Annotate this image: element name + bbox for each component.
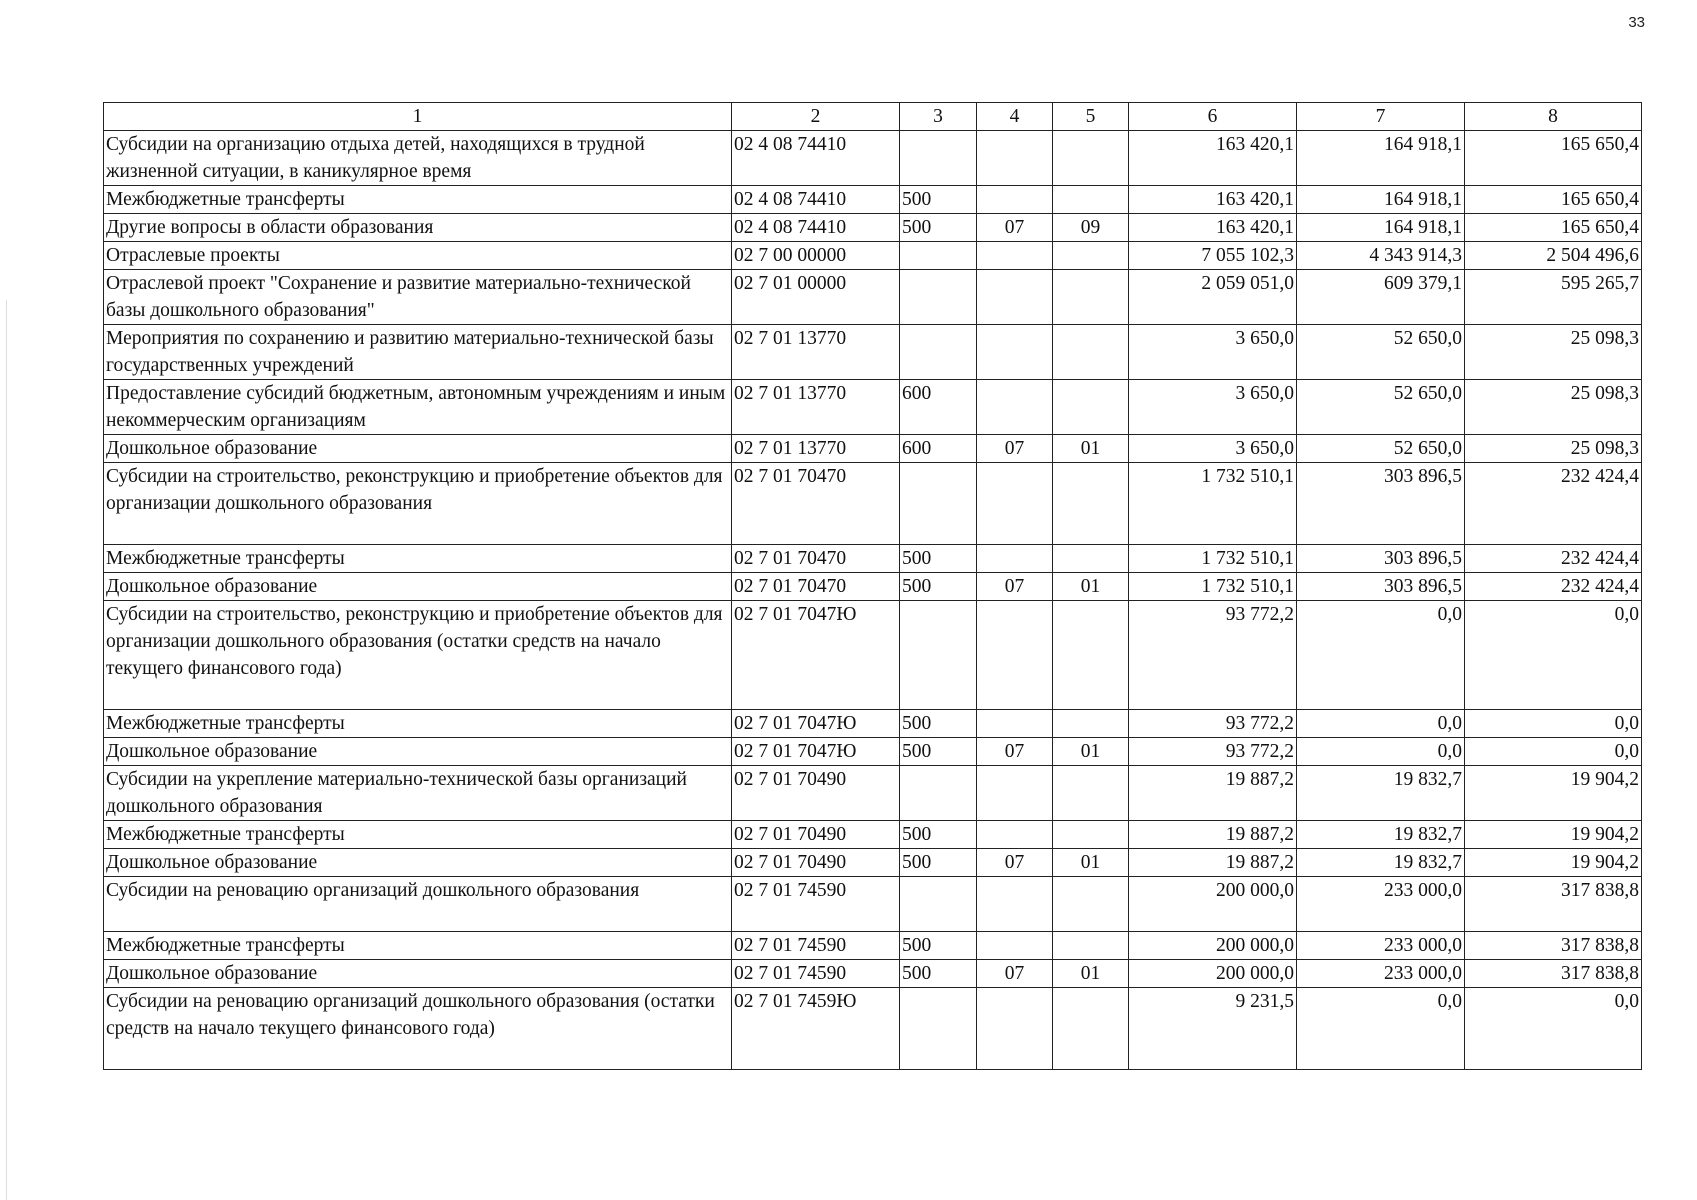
row-code: 02 7 01 13770 bbox=[732, 380, 900, 435]
row-value-7: 52 650,0 bbox=[1297, 380, 1465, 435]
row-section bbox=[977, 821, 1053, 849]
row-value-7: 4 343 914,3 bbox=[1297, 242, 1465, 270]
row-expense-type bbox=[900, 242, 977, 270]
row-value-6: 200 000,0 bbox=[1129, 932, 1297, 960]
table-row bbox=[104, 738, 1642, 766]
row-code: 02 7 01 13770 bbox=[732, 325, 900, 380]
row-value-6: 200 000,0 bbox=[1129, 960, 1297, 988]
row-code: 02 7 01 00000 bbox=[732, 270, 900, 325]
row-value-7: 609 379,1 bbox=[1297, 270, 1465, 325]
row-code: 02 7 01 74590 bbox=[732, 960, 900, 988]
row-value-7: 19 832,7 bbox=[1297, 849, 1465, 877]
row-subsection: 01 bbox=[1053, 960, 1129, 988]
row-subsection bbox=[1053, 710, 1129, 738]
row-expense-type: 500 bbox=[900, 710, 977, 738]
table-row bbox=[104, 821, 1642, 849]
row-value-8: 165 650,4 bbox=[1465, 186, 1642, 214]
row-value-6: 1 732 510,1 bbox=[1129, 463, 1297, 545]
row-value-7: 233 000,0 bbox=[1297, 960, 1465, 988]
table-row bbox=[104, 214, 1642, 242]
row-expense-type bbox=[900, 325, 977, 380]
row-name: Субсидии на реновацию организаций дошкольного образования (остатки средств на начало текущего финансового года) bbox=[104, 988, 732, 1070]
row-name: Субсидии на строительство, реконструкцию и приобретение объектов для организации дошкольного образования bbox=[104, 463, 732, 545]
header-cell-7: 7 bbox=[1297, 103, 1465, 131]
header-cell-8: 8 bbox=[1465, 103, 1642, 131]
row-section: 07 bbox=[977, 573, 1053, 601]
row-value-6: 19 887,2 bbox=[1129, 821, 1297, 849]
row-value-7: 233 000,0 bbox=[1297, 932, 1465, 960]
row-section bbox=[977, 325, 1053, 380]
row-subsection bbox=[1053, 380, 1129, 435]
row-code: 02 4 08 74410 bbox=[732, 214, 900, 242]
row-subsection bbox=[1053, 242, 1129, 270]
row-name: Отраслевой проект "Сохранение и развитие материально-технической базы дошкольного образования" bbox=[104, 270, 732, 325]
row-subsection bbox=[1053, 877, 1129, 932]
row-value-7: 303 896,5 bbox=[1297, 545, 1465, 573]
row-value-7: 0,0 bbox=[1297, 738, 1465, 766]
row-value-6: 3 650,0 bbox=[1129, 380, 1297, 435]
row-value-8: 317 838,8 bbox=[1465, 877, 1642, 932]
row-value-8: 317 838,8 bbox=[1465, 960, 1642, 988]
row-section bbox=[977, 186, 1053, 214]
row-section bbox=[977, 601, 1053, 710]
table-row bbox=[104, 270, 1642, 325]
row-subsection bbox=[1053, 186, 1129, 214]
row-value-7: 0,0 bbox=[1297, 710, 1465, 738]
row-subsection: 01 bbox=[1053, 738, 1129, 766]
row-section bbox=[977, 932, 1053, 960]
row-expense-type bbox=[900, 131, 977, 186]
row-subsection bbox=[1053, 821, 1129, 849]
table-row bbox=[104, 573, 1642, 601]
row-code: 02 7 01 74590 bbox=[732, 932, 900, 960]
header-cell-1: 1 bbox=[104, 103, 732, 131]
row-name: Межбюджетные трансферты bbox=[104, 710, 732, 738]
row-name: Дошкольное образование bbox=[104, 435, 732, 463]
row-name: Отраслевые проекты bbox=[104, 242, 732, 270]
row-code: 02 7 00 00000 bbox=[732, 242, 900, 270]
row-value-8: 0,0 bbox=[1465, 988, 1642, 1070]
table-body bbox=[104, 131, 1642, 1070]
row-expense-type: 500 bbox=[900, 214, 977, 242]
row-subsection: 01 bbox=[1053, 573, 1129, 601]
row-value-7: 233 000,0 bbox=[1297, 877, 1465, 932]
row-value-6: 19 887,2 bbox=[1129, 849, 1297, 877]
row-value-6: 93 772,2 bbox=[1129, 601, 1297, 710]
row-value-8: 0,0 bbox=[1465, 710, 1642, 738]
table-row bbox=[104, 242, 1642, 270]
table-row bbox=[104, 325, 1642, 380]
row-value-6: 1 732 510,1 bbox=[1129, 545, 1297, 573]
row-name: Предоставление субсидий бюджетным, автономным учреждениям и иным некоммерческим организациям bbox=[104, 380, 732, 435]
row-expense-type: 500 bbox=[900, 545, 977, 573]
row-expense-type: 500 bbox=[900, 186, 977, 214]
header-cell-5: 5 bbox=[1053, 103, 1129, 131]
row-value-8: 232 424,4 bbox=[1465, 463, 1642, 545]
row-section bbox=[977, 131, 1053, 186]
row-name: Другие вопросы в области образования bbox=[104, 214, 732, 242]
row-name: Субсидии на реновацию организаций дошкольного образования bbox=[104, 877, 732, 932]
row-expense-type: 500 bbox=[900, 849, 977, 877]
row-section bbox=[977, 463, 1053, 545]
row-subsection bbox=[1053, 601, 1129, 710]
row-name: Мероприятия по сохранению и развитию материально-технической базы государственных учреждений bbox=[104, 325, 732, 380]
row-expense-type bbox=[900, 270, 977, 325]
table-row bbox=[104, 932, 1642, 960]
row-value-7: 0,0 bbox=[1297, 988, 1465, 1070]
row-section bbox=[977, 988, 1053, 1070]
header-row bbox=[104, 103, 1642, 131]
row-value-7: 303 896,5 bbox=[1297, 573, 1465, 601]
row-subsection bbox=[1053, 131, 1129, 186]
table-row bbox=[104, 601, 1642, 710]
row-name: Межбюджетные трансферты bbox=[104, 932, 732, 960]
row-code: 02 7 01 70490 bbox=[732, 766, 900, 821]
row-name: Межбюджетные трансферты bbox=[104, 545, 732, 573]
row-section bbox=[977, 380, 1053, 435]
row-value-7: 303 896,5 bbox=[1297, 463, 1465, 545]
row-expense-type: 500 bbox=[900, 932, 977, 960]
row-value-6: 9 231,5 bbox=[1129, 988, 1297, 1070]
row-section: 07 bbox=[977, 214, 1053, 242]
row-name: Межбюджетные трансферты bbox=[104, 821, 732, 849]
row-section bbox=[977, 545, 1053, 573]
row-section bbox=[977, 877, 1053, 932]
row-expense-type: 500 bbox=[900, 738, 977, 766]
row-subsection: 01 bbox=[1053, 849, 1129, 877]
row-value-6: 163 420,1 bbox=[1129, 131, 1297, 186]
table-row bbox=[104, 463, 1642, 545]
row-value-8: 0,0 bbox=[1465, 601, 1642, 710]
row-subsection bbox=[1053, 932, 1129, 960]
row-name: Дошкольное образование bbox=[104, 738, 732, 766]
row-value-8: 0,0 bbox=[1465, 738, 1642, 766]
table-row bbox=[104, 710, 1642, 738]
row-code: 02 7 01 70470 bbox=[732, 463, 900, 545]
row-value-6: 163 420,1 bbox=[1129, 214, 1297, 242]
row-value-8: 19 904,2 bbox=[1465, 766, 1642, 821]
row-value-8: 165 650,4 bbox=[1465, 214, 1642, 242]
row-subsection bbox=[1053, 463, 1129, 545]
row-code: 02 7 01 70490 bbox=[732, 849, 900, 877]
row-expense-type: 600 bbox=[900, 435, 977, 463]
row-section bbox=[977, 270, 1053, 325]
row-expense-type: 500 bbox=[900, 960, 977, 988]
row-subsection bbox=[1053, 766, 1129, 821]
row-value-6: 93 772,2 bbox=[1129, 710, 1297, 738]
row-subsection bbox=[1053, 545, 1129, 573]
row-expense-type bbox=[900, 988, 977, 1070]
row-value-7: 0,0 bbox=[1297, 601, 1465, 710]
row-value-8: 19 904,2 bbox=[1465, 821, 1642, 849]
table-row bbox=[104, 545, 1642, 573]
header-cell-4: 4 bbox=[977, 103, 1053, 131]
page-number: 33 bbox=[1628, 14, 1645, 31]
row-name: Субсидии на строительство, реконструкцию и приобретение объектов для организации дошкольного образования (остатки средств на начало текущего финансового года) bbox=[104, 601, 732, 710]
row-value-6: 2 059 051,0 bbox=[1129, 270, 1297, 325]
header-cell-6: 6 bbox=[1129, 103, 1297, 131]
row-subsection bbox=[1053, 325, 1129, 380]
row-code: 02 7 01 70490 bbox=[732, 821, 900, 849]
row-value-8: 595 265,7 bbox=[1465, 270, 1642, 325]
row-subsection bbox=[1053, 988, 1129, 1070]
row-value-7: 19 832,7 bbox=[1297, 821, 1465, 849]
table-row bbox=[104, 435, 1642, 463]
row-value-7: 164 918,1 bbox=[1297, 186, 1465, 214]
row-value-8: 19 904,2 bbox=[1465, 849, 1642, 877]
row-expense-type bbox=[900, 766, 977, 821]
row-section bbox=[977, 710, 1053, 738]
row-expense-type bbox=[900, 877, 977, 932]
row-value-6: 163 420,1 bbox=[1129, 186, 1297, 214]
row-value-8: 317 838,8 bbox=[1465, 932, 1642, 960]
row-value-6: 3 650,0 bbox=[1129, 325, 1297, 380]
row-value-7: 52 650,0 bbox=[1297, 325, 1465, 380]
row-code: 02 7 01 7047Ю bbox=[732, 601, 900, 710]
row-section: 07 bbox=[977, 849, 1053, 877]
row-name: Субсидии на организацию отдыха детей, находящихся в трудной жизненной ситуации, в каникулярное время bbox=[104, 131, 732, 186]
row-value-8: 232 424,4 bbox=[1465, 573, 1642, 601]
row-code: 02 7 01 70470 bbox=[732, 573, 900, 601]
row-subsection: 01 bbox=[1053, 435, 1129, 463]
table-row bbox=[104, 186, 1642, 214]
budget-table bbox=[103, 102, 1642, 1070]
row-code: 02 7 01 13770 bbox=[732, 435, 900, 463]
row-value-6: 1 732 510,1 bbox=[1129, 573, 1297, 601]
row-value-8: 165 650,4 bbox=[1465, 131, 1642, 186]
row-name: Дошкольное образование bbox=[104, 960, 732, 988]
row-code: 02 7 01 7459Ю bbox=[732, 988, 900, 1070]
row-subsection bbox=[1053, 270, 1129, 325]
header-cell-2: 2 bbox=[732, 103, 900, 131]
row-section: 07 bbox=[977, 435, 1053, 463]
table-row bbox=[104, 849, 1642, 877]
row-code: 02 7 01 70470 bbox=[732, 545, 900, 573]
row-section: 07 bbox=[977, 738, 1053, 766]
row-code: 02 7 01 7047Ю bbox=[732, 738, 900, 766]
row-code: 02 4 08 74410 bbox=[732, 131, 900, 186]
row-code: 02 7 01 7047Ю bbox=[732, 710, 900, 738]
table-row bbox=[104, 380, 1642, 435]
row-value-7: 52 650,0 bbox=[1297, 435, 1465, 463]
budget-table-container bbox=[103, 102, 1641, 1070]
row-section: 07 bbox=[977, 960, 1053, 988]
row-subsection: 09 bbox=[1053, 214, 1129, 242]
header-cell-3: 3 bbox=[900, 103, 977, 131]
row-value-7: 164 918,1 bbox=[1297, 214, 1465, 242]
table-row bbox=[104, 877, 1642, 932]
row-value-6: 93 772,2 bbox=[1129, 738, 1297, 766]
row-value-8: 25 098,3 bbox=[1465, 325, 1642, 380]
table-row bbox=[104, 988, 1642, 1070]
row-value-6: 19 887,2 bbox=[1129, 766, 1297, 821]
row-code: 02 7 01 74590 bbox=[732, 877, 900, 932]
row-name: Межбюджетные трансферты bbox=[104, 186, 732, 214]
row-expense-type bbox=[900, 601, 977, 710]
scan-margin-line bbox=[6, 300, 7, 1200]
row-expense-type: 600 bbox=[900, 380, 977, 435]
row-section bbox=[977, 242, 1053, 270]
row-code: 02 4 08 74410 bbox=[732, 186, 900, 214]
row-value-6: 3 650,0 bbox=[1129, 435, 1297, 463]
row-expense-type: 500 bbox=[900, 573, 977, 601]
row-value-8: 25 098,3 bbox=[1465, 435, 1642, 463]
row-section bbox=[977, 766, 1053, 821]
table-row bbox=[104, 131, 1642, 186]
row-value-6: 200 000,0 bbox=[1129, 877, 1297, 932]
row-expense-type bbox=[900, 463, 977, 545]
row-name: Дошкольное образование bbox=[104, 573, 732, 601]
row-value-6: 7 055 102,3 bbox=[1129, 242, 1297, 270]
row-value-7: 19 832,7 bbox=[1297, 766, 1465, 821]
row-value-8: 232 424,4 bbox=[1465, 545, 1642, 573]
table-row bbox=[104, 960, 1642, 988]
row-value-8: 2 504 496,6 bbox=[1465, 242, 1642, 270]
row-expense-type: 500 bbox=[900, 821, 977, 849]
row-name: Дошкольное образование bbox=[104, 849, 732, 877]
row-value-7: 164 918,1 bbox=[1297, 131, 1465, 186]
row-name: Субсидии на укрепление материально-технической базы организаций дошкольного образования bbox=[104, 766, 732, 821]
table-row bbox=[104, 766, 1642, 821]
row-value-8: 25 098,3 bbox=[1465, 380, 1642, 435]
